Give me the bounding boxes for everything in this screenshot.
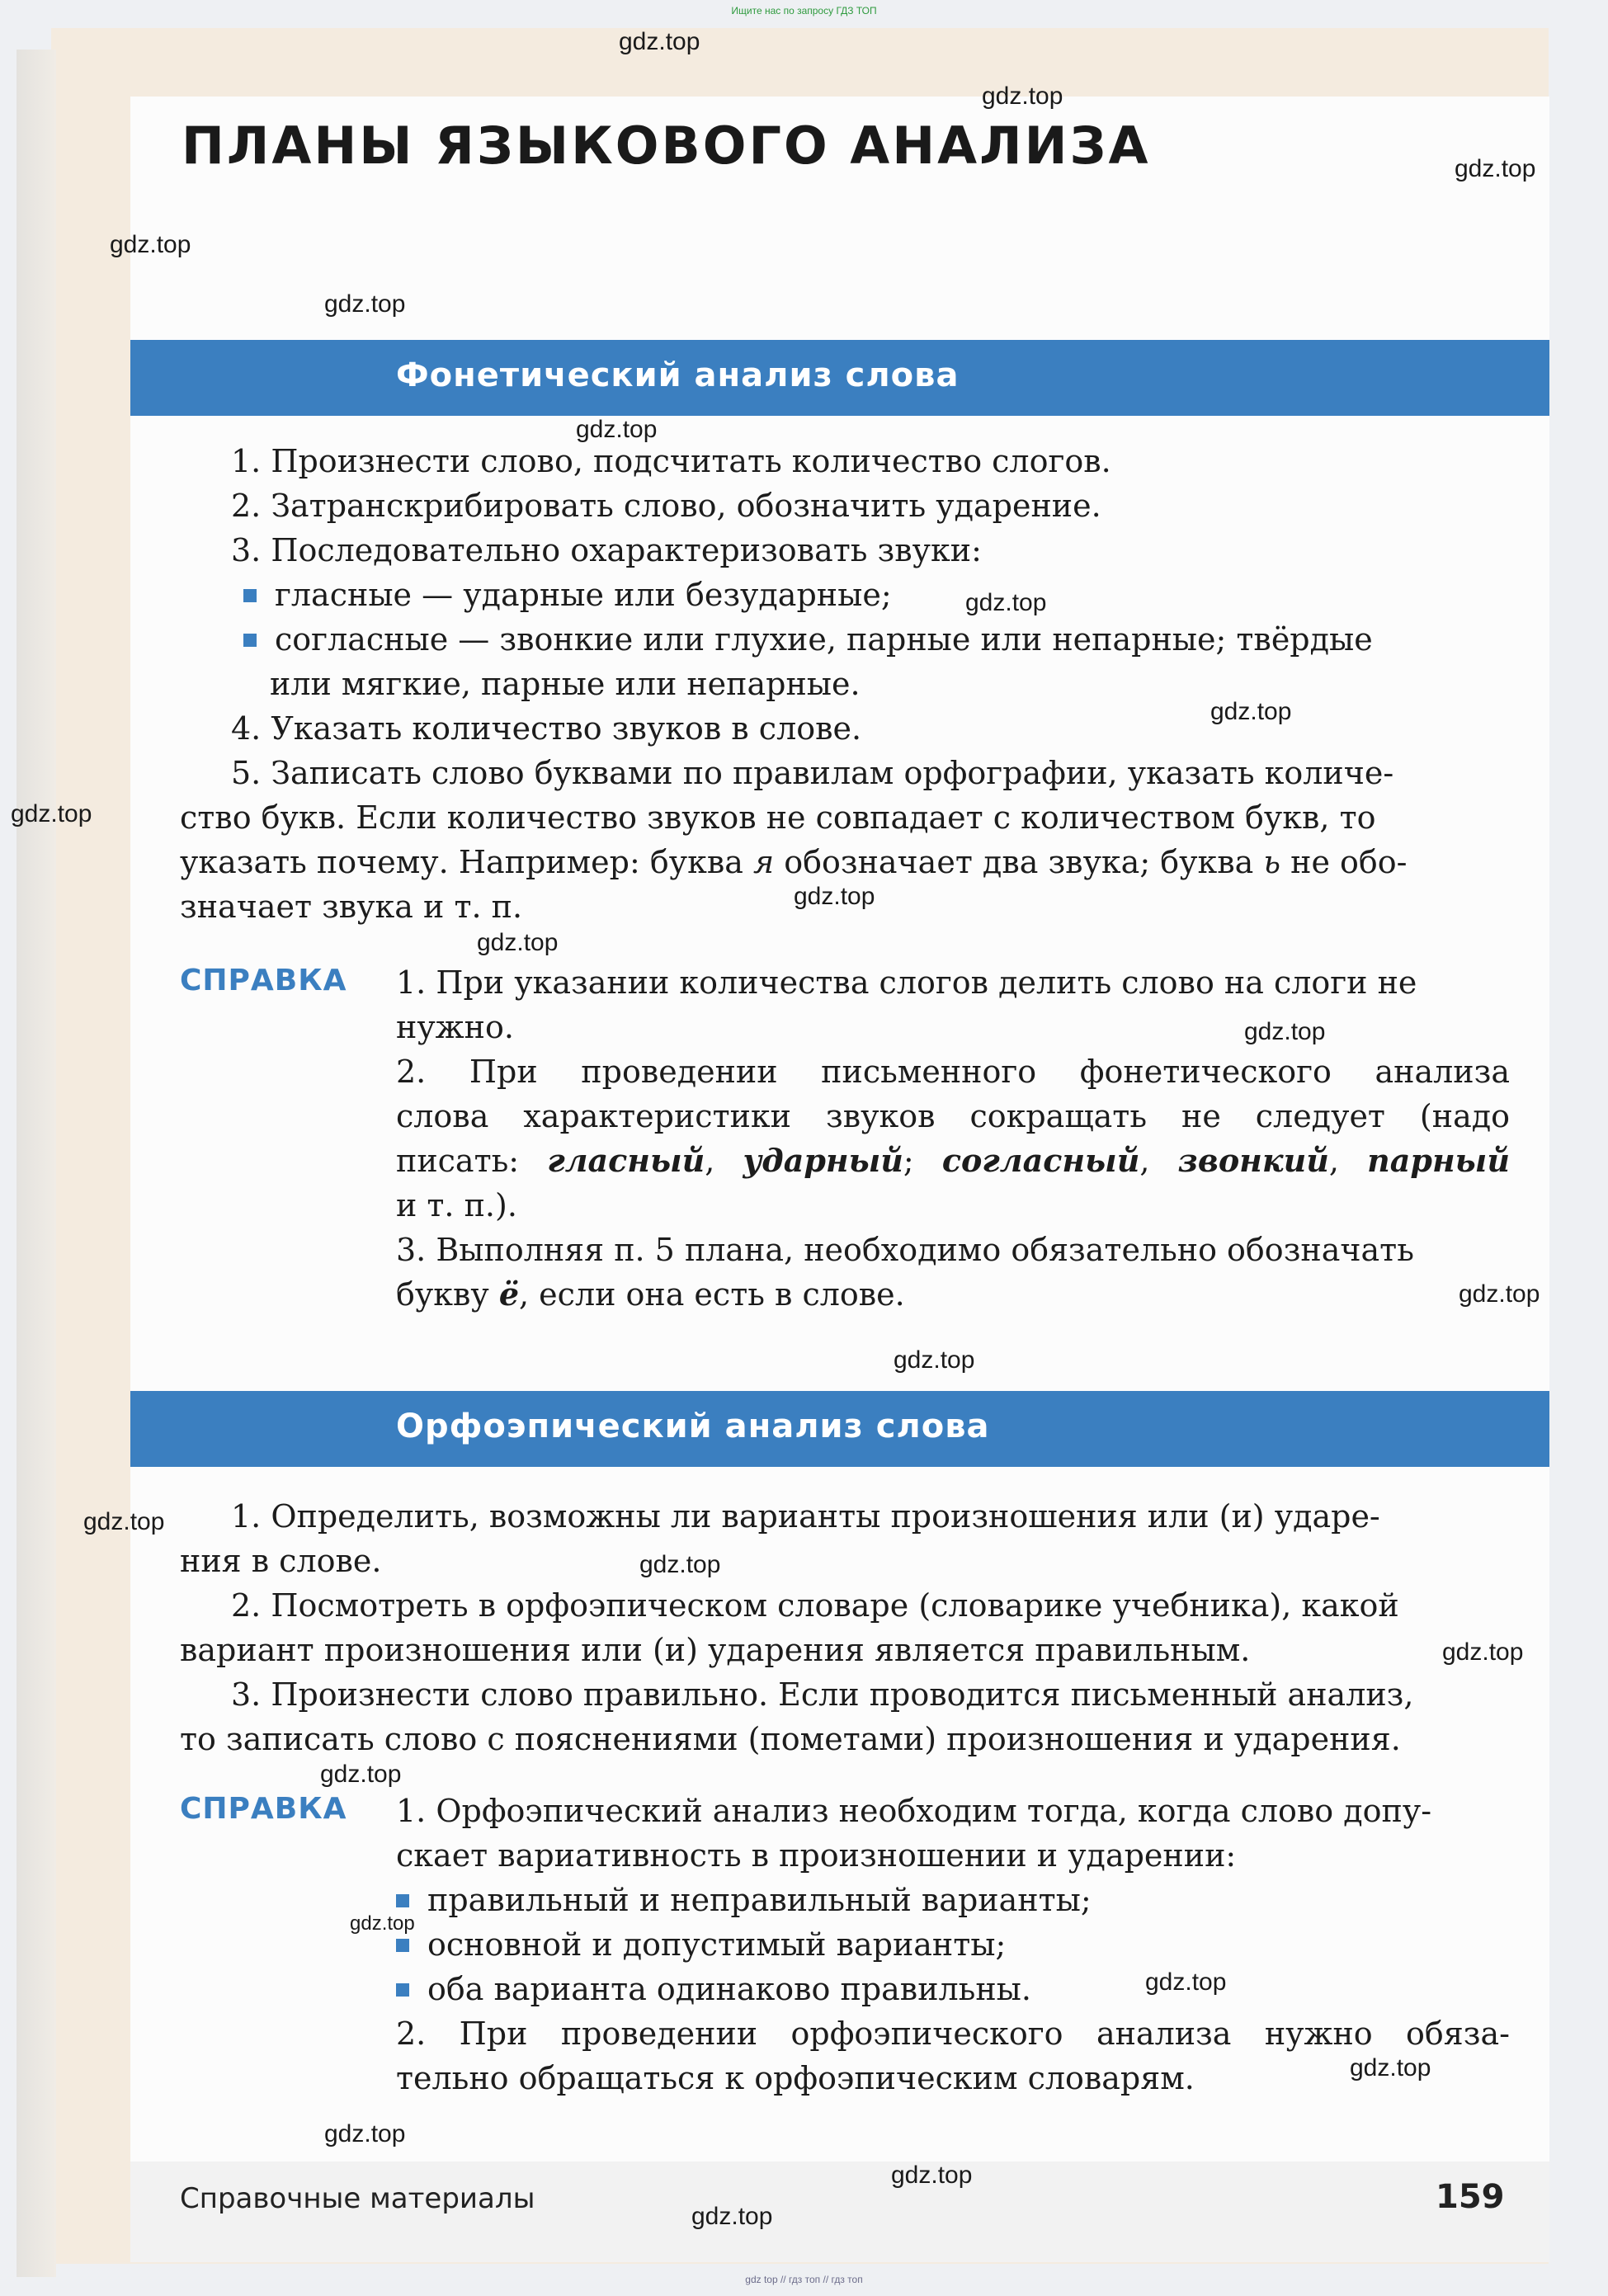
page-title: ПЛАНЫ ЯЗЫКОВОГО АНАЛИЗА bbox=[182, 116, 1151, 176]
list-item: правильный и неправильный варианты; bbox=[396, 1878, 1510, 1922]
section-heading-label: Фонетический анализ слова bbox=[396, 356, 960, 394]
step-4: 4. Указать количество звуков в слове. bbox=[231, 710, 862, 747]
spravka-label: СПРАВКА bbox=[180, 964, 347, 997]
header-note: Ищите нас по запросу ГДЗ ТОП bbox=[731, 5, 877, 17]
orthoepic-bullets bbox=[396, 1878, 1510, 2011]
phonetic-bullets bbox=[243, 573, 1530, 706]
phonetic-steps bbox=[231, 439, 1510, 573]
watermark: gdz.top bbox=[1145, 1968, 1227, 1996]
bullet-square-icon bbox=[396, 1894, 409, 1907]
footer-section-name: Справочные материалы bbox=[180, 2182, 535, 2215]
binding-strip bbox=[17, 50, 56, 2277]
watermark: gdz.top bbox=[619, 28, 700, 55]
section-heading-phonetic bbox=[130, 340, 1549, 416]
watermark: gdz.top bbox=[11, 800, 92, 827]
bullet-square-icon bbox=[243, 589, 257, 602]
section-heading-orthoepic bbox=[130, 1391, 1549, 1467]
watermark: gdz.top bbox=[320, 1761, 402, 1788]
bullet-square-icon bbox=[396, 1939, 409, 1952]
watermark: gdz.top bbox=[1350, 2054, 1431, 2081]
watermark: gdz.top bbox=[576, 416, 658, 443]
watermark: gdz.top bbox=[1210, 698, 1292, 725]
list-item: основной и допустимый варианты; bbox=[396, 1922, 1510, 1967]
watermark: gdz.top bbox=[894, 1346, 975, 1374]
watermark: gdz.top bbox=[1455, 155, 1536, 182]
watermark: gdz.top bbox=[1442, 1638, 1524, 1666]
watermark: gdz.top bbox=[1244, 1018, 1326, 1045]
watermark: gdz.top bbox=[639, 1551, 721, 1578]
step-2: 2. Затранскрибировать слово, обозначить ударение. bbox=[231, 488, 1101, 524]
spravka-orthoepic: 1. Орфоэпический анализ необходим тогда, когда слово допу- скает вариативность в произношении и ударении: bbox=[396, 1793, 1432, 1874]
list-item: гласные — ударные или безударные; bbox=[243, 573, 1530, 617]
list-item: согласные — звонкие или глухие, парные или непарные; твёрдые bbox=[243, 617, 1530, 662]
watermark: gdz.top bbox=[110, 231, 191, 258]
section-heading-label: Орфоэпический анализ слова bbox=[396, 1407, 990, 1445]
bottom-note: gdz top // гдз топ // гдз топ bbox=[745, 2274, 863, 2285]
page-number: 159 bbox=[1436, 2178, 1505, 2216]
bullet-square-icon bbox=[243, 634, 257, 647]
watermark: gdz.top bbox=[350, 1912, 415, 1935]
watermark: gdz.top bbox=[794, 883, 875, 910]
spravka-orthoepic-tail: 2. При проведении орфоэпического анализа нужно обяза- тельно обращаться к орфоэпическим словарям. bbox=[396, 2015, 1510, 2096]
spravka-label: СПРАВКА bbox=[180, 1792, 347, 1826]
watermark: gdz.top bbox=[324, 2120, 406, 2147]
watermark: gdz.top bbox=[83, 1508, 165, 1535]
bullet-square-icon bbox=[396, 1983, 409, 1997]
watermark: gdz.top bbox=[1459, 1280, 1540, 1308]
step-1: 1. Произнести слово, подсчитать количество слогов. bbox=[231, 443, 1111, 479]
watermark: gdz.top bbox=[965, 589, 1047, 616]
watermark: gdz.top bbox=[477, 929, 559, 956]
spravka-phonetic: 1. При указании количества слогов делить слово на слоги не нужно. 2. При проведении письменного фонетического анализа слова характеристики звуков сокращать не следует (надо писать: гласный, ударный; согласный, звонкий, парный и т. п.). 3. Выполняя п. 5 плана, необходимо обязательно обозначать букву ё, если она есть в слове. bbox=[396, 964, 1510, 1313]
watermark: gdz.top bbox=[982, 83, 1063, 110]
step-5: 5. Записать слово буквами по правилам орфографии, указать количе- ство букв. Если количество звуков не совпадает с количеством букв, то указать почему. Например: буква я обозначает два звука; буква ь не обо- значает звука и т. п. bbox=[180, 755, 1408, 925]
step-3: 3. Последовательно охарактеризовать звуки: bbox=[231, 532, 982, 568]
watermark: gdz.top bbox=[891, 2162, 973, 2189]
orthoepic-steps: 1. Определить, возможны ли варианты произношения или (и) ударе- ния в слове. 2. Посмотреть в орфоэпическом словаре (словарике учебника), какой вариант произношения или (и) ударения является правильным. 3. Произнести слово правильно. Если проводится письменный анализ, то записать слово с пояснениями (пометами) произношения и ударения. bbox=[180, 1498, 1414, 1757]
watermark: gdz.top bbox=[691, 2203, 773, 2230]
watermark: gdz.top bbox=[324, 290, 406, 318]
list-item: оба варианта одинаково правильны. bbox=[396, 1967, 1510, 2011]
list-item-continuation: или мягкие, парные или непарные. bbox=[270, 666, 861, 702]
